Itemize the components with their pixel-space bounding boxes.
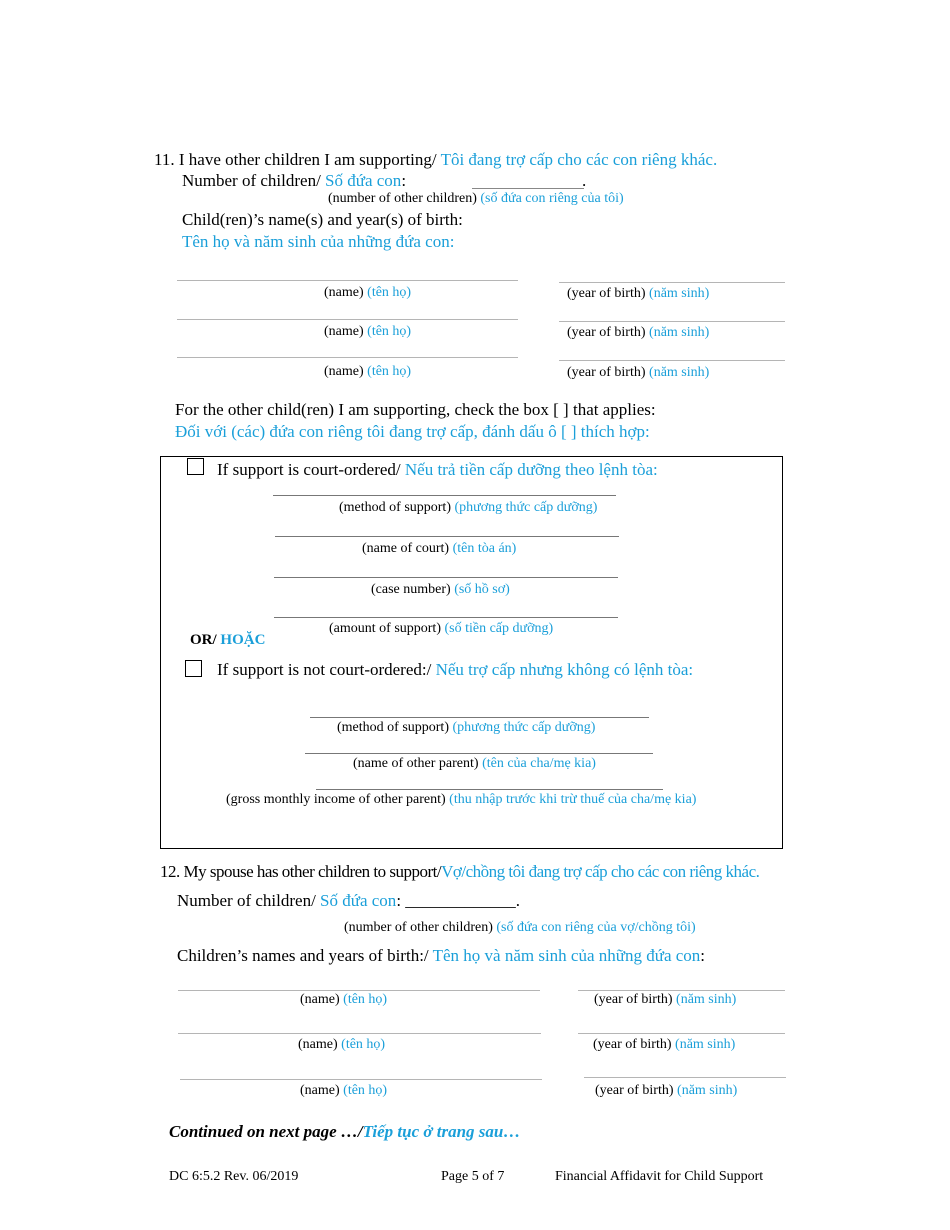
s11-number-hint: (number of other children) (số đứa con riêng của tôi)	[328, 191, 624, 206]
s11-name-hint-2: (name) (tên họ)	[324, 324, 412, 339]
s12-name-input-2[interactable]	[178, 1033, 541, 1034]
s12-number-of-children-label: Number of children/ Số đứa con: _____________.	[177, 891, 521, 910]
s11-year-hint-1: (year of birth) (năm sinh)	[567, 286, 710, 301]
case-number-input[interactable]	[274, 577, 618, 578]
footer-form-title: Financial Affidavit for Child Support	[555, 1169, 764, 1184]
or-separator: OR/ HOẶC	[190, 632, 266, 648]
s12-name-input-1[interactable]	[178, 990, 540, 991]
not-court-ordered-label: If support is not court-ordered:/ Nếu trợ cấp nhưng không có lệnh tòa:	[217, 660, 694, 679]
case-number-hint: (case number) (số hồ sơ)	[371, 582, 510, 597]
s12-name-hint-2: (name) (tên họ)	[298, 1037, 386, 1052]
method-of-support-hint: (method of support) (phương thức cấp dưỡng)	[339, 500, 598, 515]
s12-year-input-1[interactable]	[578, 990, 785, 991]
amount-of-support-input[interactable]	[274, 617, 618, 618]
s11-year-input-3[interactable]	[559, 360, 785, 361]
s11-number-of-children-label: Number of children/ Số đứa con:	[182, 171, 407, 190]
check-instruction-vi: Đối với (các) đứa con riêng tôi đang trợ cấp, đánh dấu ô [ ] thích hợp:	[175, 422, 650, 441]
section-12-heading: 12. My spouse has other children to support/Vợ/chồng tôi đang trợ cấp cho các con riêng khác.	[160, 862, 760, 881]
s11-number-period: .	[582, 171, 587, 190]
section-11-heading: 11. I have other children I am supporting/ Tôi đang trợ cấp cho các con riêng khác.	[154, 150, 718, 169]
s11-year-input-2[interactable]	[559, 321, 785, 322]
s12-year-hint-3: (year of birth) (năm sinh)	[595, 1083, 738, 1098]
s11-number-of-children-input[interactable]	[472, 188, 584, 189]
s12-names-label: Children’s names and years of birth:/ Tên họ và năm sinh của những đứa con:	[177, 946, 706, 965]
s11-year-hint-3: (year of birth) (năm sinh)	[567, 365, 710, 380]
s11-name-hint-1: (name) (tên họ)	[324, 285, 412, 300]
s11-year-input-1[interactable]	[559, 282, 785, 283]
other-parent-name-input[interactable]	[305, 753, 653, 754]
court-ordered-label: If support is court-ordered/ Nếu trả tiền cấp dưỡng theo lệnh tòa:	[217, 460, 658, 479]
s12-name-hint-3: (name) (tên họ)	[300, 1083, 388, 1098]
s11-year-hint-2: (year of birth) (năm sinh)	[567, 325, 710, 340]
s11-name-input-3[interactable]	[177, 357, 518, 358]
s11-name-input-2[interactable]	[177, 319, 518, 320]
other-parent-income-input[interactable]	[316, 789, 663, 790]
s11-names-label: Child(ren)’s name(s) and year(s) of birth:	[182, 210, 463, 229]
s12-number-hint: (number of other children) (số đứa con riêng của vợ/chồng tôi)	[344, 920, 696, 935]
s12-year-input-2[interactable]	[578, 1033, 785, 1034]
court-ordered-checkbox[interactable]	[187, 458, 204, 475]
noncourt-method-hint: (method of support) (phương thức cấp dưỡng)	[337, 720, 596, 735]
footer-page-number: Page 5 of 7	[441, 1169, 505, 1184]
amount-of-support-hint: (amount of support) (số tiền cấp dưỡng)	[329, 621, 554, 636]
s11-name-input-1[interactable]	[177, 280, 518, 281]
footer-form-id: DC 6:5.2 Rev. 06/2019	[169, 1169, 299, 1184]
s11-names-label-vi: Tên họ và năm sinh của những đứa con:	[182, 232, 455, 251]
noncourt-method-input[interactable]	[310, 717, 649, 718]
s12-year-hint-1: (year of birth) (năm sinh)	[594, 992, 737, 1007]
not-court-ordered-checkbox[interactable]	[185, 660, 202, 677]
s11-name-hint-3: (name) (tên họ)	[324, 364, 412, 379]
name-of-court-input[interactable]	[275, 536, 619, 537]
s12-year-input-3[interactable]	[584, 1077, 786, 1078]
s12-number-of-children-input[interactable]: : _____________.	[396, 891, 521, 910]
method-of-support-input[interactable]	[273, 495, 616, 496]
other-parent-name-hint: (name of other parent) (tên của cha/mẹ kia)	[353, 756, 596, 771]
continued-note: Continued on next page …/Tiếp tục ở trang sau…	[169, 1122, 521, 1141]
s12-name-hint-1: (name) (tên họ)	[300, 992, 388, 1007]
check-instruction: For the other child(ren) I am supporting, check the box [ ] that applies:	[175, 400, 656, 419]
s12-year-hint-2: (year of birth) (năm sinh)	[593, 1037, 736, 1052]
name-of-court-hint: (name of court) (tên tòa án)	[362, 541, 517, 556]
other-parent-income-hint: (gross monthly income of other parent) (thu nhập trước khi trừ thuế của cha/mẹ kia)	[226, 792, 697, 807]
s12-name-input-3[interactable]	[180, 1079, 542, 1080]
